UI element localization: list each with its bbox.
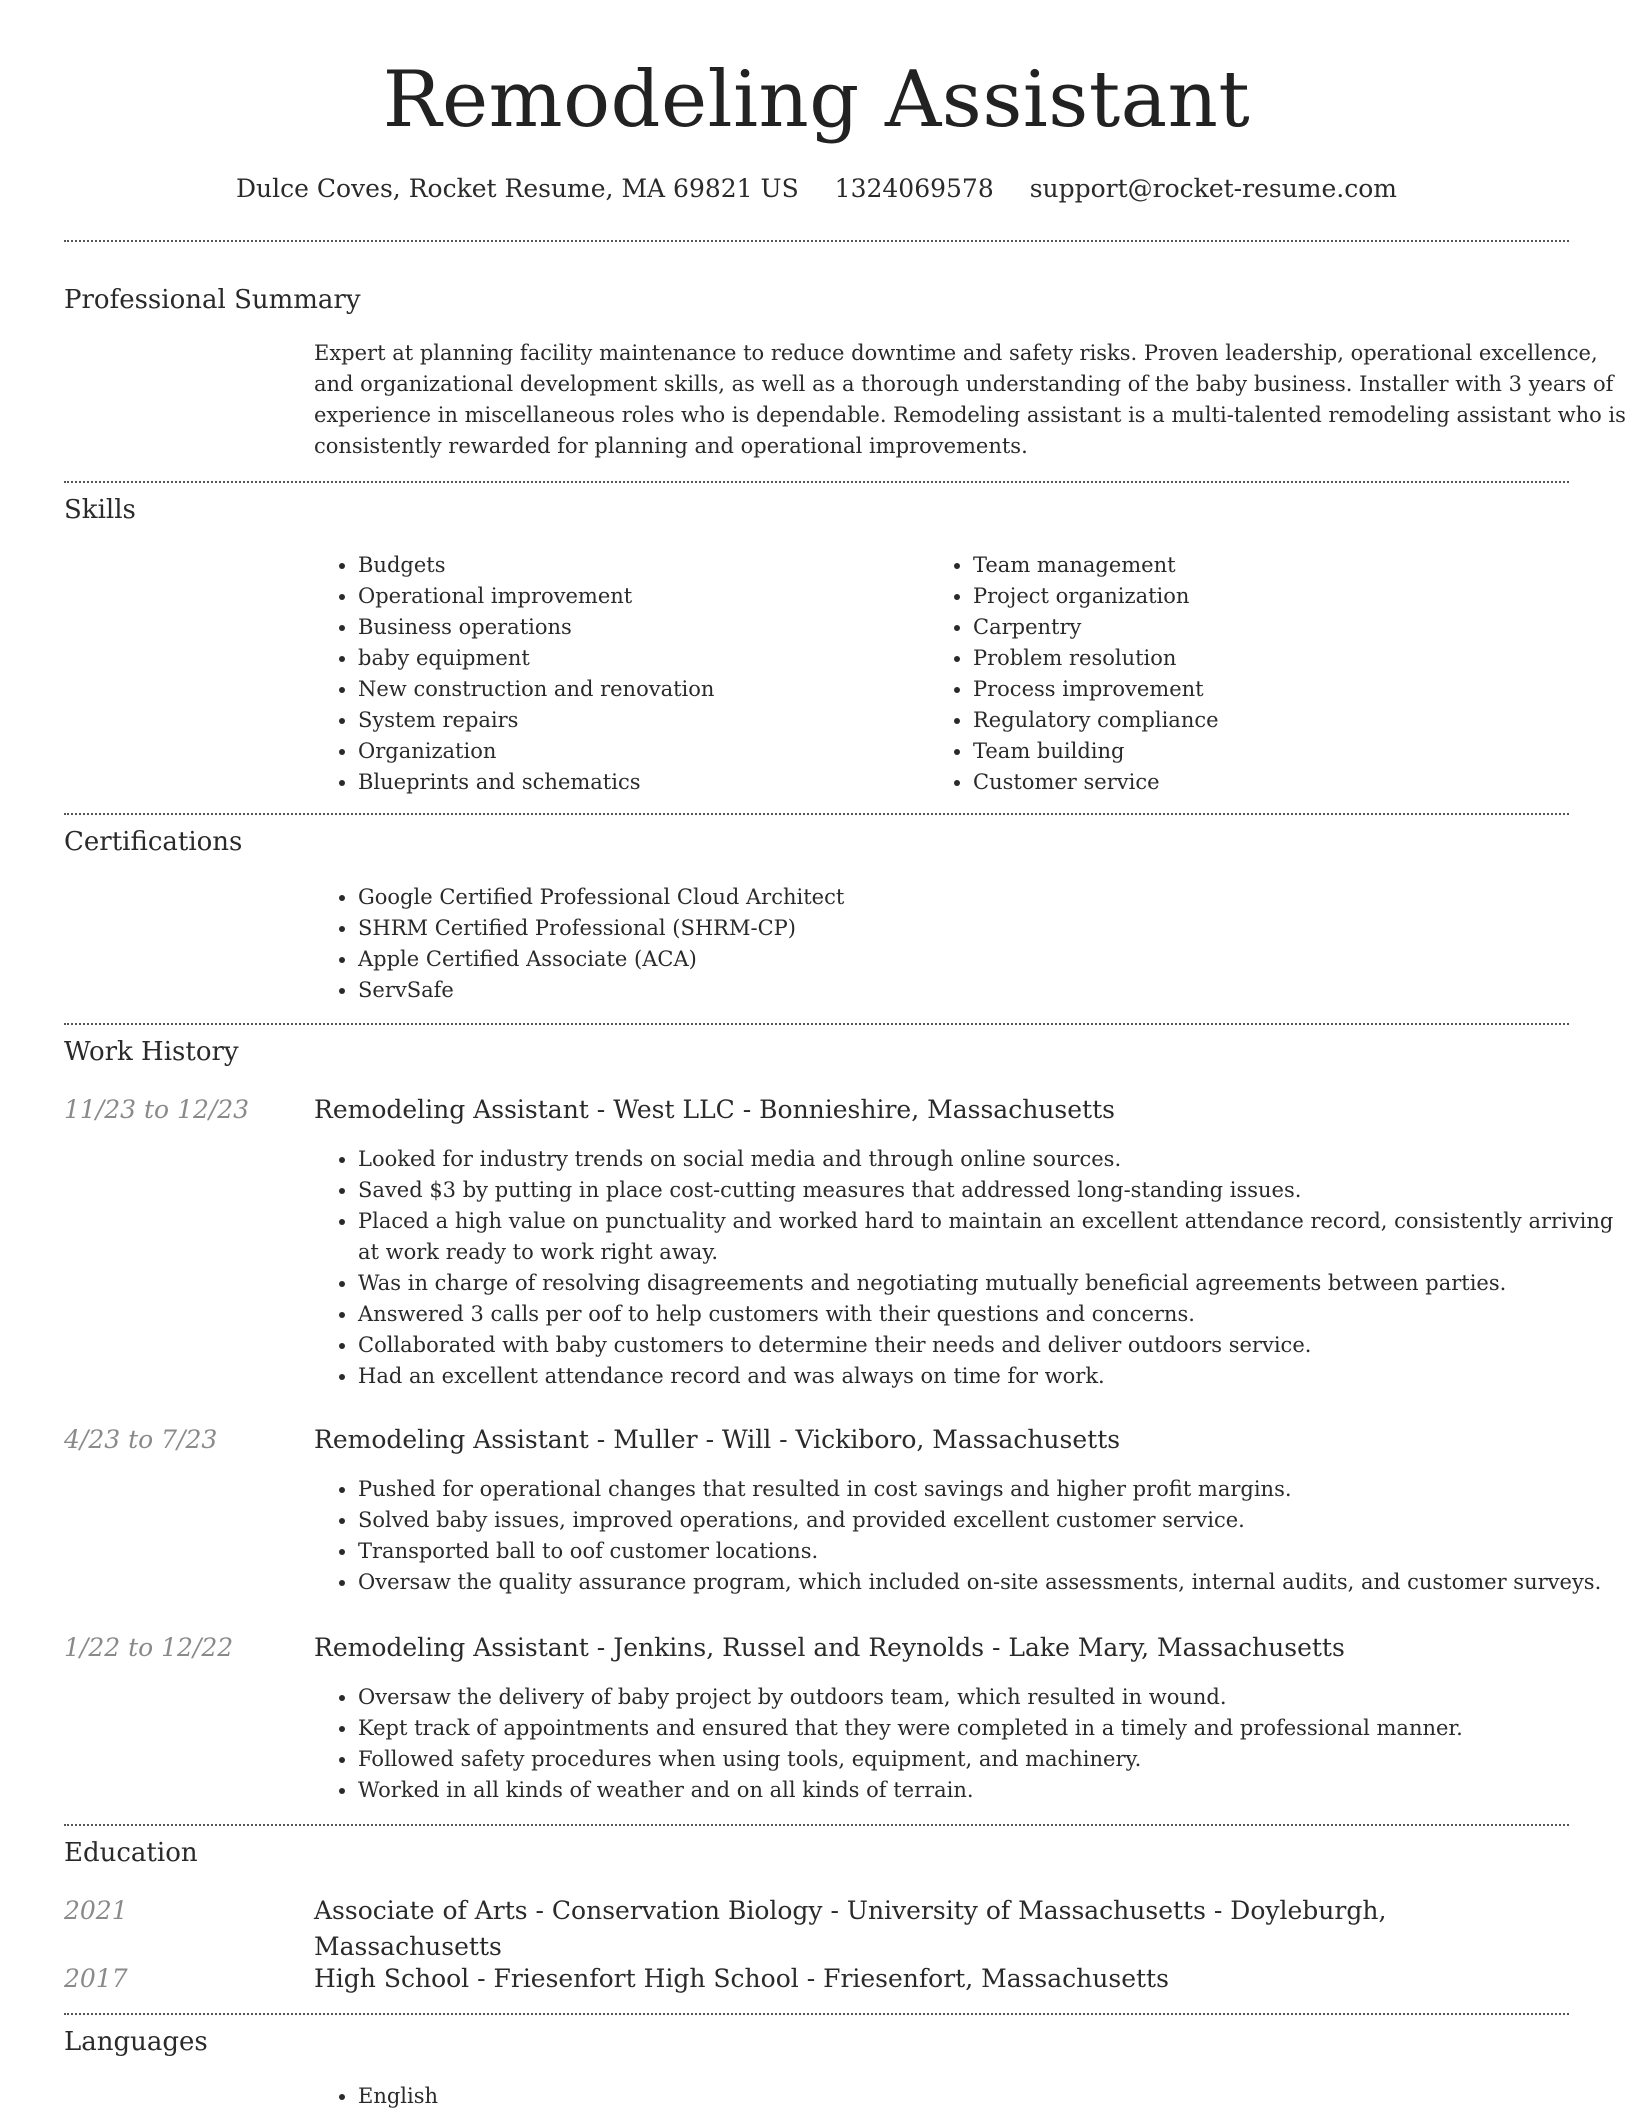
- skill-item: • Business operations: [358, 612, 929, 643]
- page-title: Remodeling Assistant: [382, 55, 1251, 145]
- summary-heading: Professional Summary: [64, 285, 361, 315]
- skill-item: • baby equipment: [358, 643, 929, 674]
- summary-section: [314, 338, 1632, 462]
- contact-email: support@rocket-resume.com: [1029, 174, 1397, 203]
- job-bullet: • Oversaw the quality assurance program, which included on-site assessments, internal audits, and customer surveys.: [358, 1567, 1614, 1598]
- job-title: Remodeling Assistant - Muller - Will - Vickiboro, Massachusetts: [314, 1425, 1121, 1454]
- work-history-heading: Work History: [64, 1037, 239, 1067]
- job-bullets: [314, 1144, 1614, 1392]
- languages-section: [314, 2081, 1632, 2112]
- job-bullet: • Transported ball to oof customer locations.: [358, 1536, 1614, 1567]
- languages-heading: Languages: [64, 2027, 208, 2057]
- skills-column-left: [314, 550, 929, 798]
- job-bullet: • Placed a high value on punctuality and worked hard to maintain an excellent attendance record, consistently arriving at work ready to work right away.: [358, 1206, 1614, 1268]
- job-dates: 4/23 to 7/23: [64, 1425, 218, 1454]
- job-bullet: • Oversaw the delivery of baby project by outdoors team, which resulted in wound.: [358, 1682, 1614, 1713]
- section-divider: [64, 240, 1569, 242]
- summary-text: Expert at planning facility maintenance to reduce downtime and safety risks. Proven leadership, operational excellence, and organizational development skills, as well as a thorough understanding of the baby business. Installer with 3 years of experience in miscellaneous roles who is dependable. Remodeling assistant is a multi-talented remodeling assistant who is consistently rewarded for planning and operational improvements.: [314, 341, 1626, 458]
- education-entry: High School - Friesenfort High School - Friesenfort, Massachusetts: [314, 1964, 1169, 1993]
- skill-item: • System repairs: [358, 705, 929, 736]
- job-bullet: • Had an excellent attendance record and was always on time for work.: [358, 1361, 1614, 1392]
- skill-item: • Budgets: [358, 550, 929, 581]
- job-bullets: [314, 1682, 1614, 1806]
- section-divider: [64, 1023, 1569, 1025]
- skill-item: • Customer service: [973, 767, 1544, 798]
- skill-item: • Blueprints and schematics: [358, 767, 929, 798]
- job-bullet: • Saved $3 by putting in place cost-cutting measures that addressed long-standing issues.: [358, 1175, 1614, 1206]
- skill-item: • Regulatory compliance: [973, 705, 1544, 736]
- certification-item: • SHRM Certified Professional (SHRM-CP): [358, 913, 1632, 944]
- job-dates: 1/22 to 12/22: [64, 1633, 234, 1662]
- contact-address: Dulce Coves, Rocket Resume, MA 69821 US: [235, 174, 799, 203]
- job-title: Remodeling Assistant - Jenkins, Russel and Reynolds - Lake Mary, Massachusetts: [314, 1633, 1345, 1662]
- skill-item: • Organization: [358, 736, 929, 767]
- skill-item: • Operational improvement: [358, 581, 929, 612]
- section-divider: [64, 813, 1569, 815]
- skill-item: • Team building: [973, 736, 1544, 767]
- education-entry: Associate of Arts - Conservation Biology - University of Massachusetts - Doyleburgh, Massachusetts: [314, 1896, 1387, 1961]
- skill-item: • Project organization: [973, 581, 1544, 612]
- skill-item: • Problem resolution: [973, 643, 1544, 674]
- job-bullet: • Looked for industry trends on social media and through online sources.: [358, 1144, 1614, 1175]
- skills-heading: Skills: [64, 495, 136, 525]
- skill-item: • New construction and renovation: [358, 674, 929, 705]
- education-year: 2021: [64, 1896, 128, 1925]
- language-item: • English: [358, 2081, 1632, 2112]
- job-dates: 11/23 to 12/23: [64, 1095, 250, 1124]
- section-divider: [64, 2013, 1569, 2015]
- contact-line: [64, 170, 1569, 208]
- section-divider: [64, 481, 1569, 483]
- job-bullet: • Kept track of appointments and ensured that they were completed in a timely and professional manner.: [358, 1713, 1614, 1744]
- job-bullet: • Worked in all kinds of weather and on all kinds of terrain.: [358, 1775, 1614, 1806]
- job-title: Remodeling Assistant - West LLC - Bonnieshire, Massachusetts: [314, 1095, 1115, 1124]
- job-bullet: • Collaborated with baby customers to determine their needs and deliver outdoors service.: [358, 1330, 1614, 1361]
- job-bullet: • Followed safety procedures when using tools, equipment, and machinery.: [358, 1744, 1614, 1775]
- certification-item: • Apple Certified Associate (ACA): [358, 944, 1632, 975]
- certification-item: • ServSafe: [358, 975, 1632, 1006]
- job-bullet: • Pushed for operational changes that resulted in cost savings and higher profit margins.: [358, 1474, 1614, 1505]
- education-heading: Education: [64, 1838, 198, 1868]
- job-bullet: • Solved baby issues, improved operations, and provided excellent customer service.: [358, 1505, 1614, 1536]
- skill-item: • Carpentry: [973, 612, 1544, 643]
- skill-item: • Process improvement: [973, 674, 1544, 705]
- skills-section: [314, 550, 1632, 798]
- contact-phone: 1324069578: [834, 174, 994, 203]
- skills-column-right: [929, 550, 1544, 798]
- certifications-heading: Certifications: [64, 827, 243, 857]
- job-bullets: [314, 1474, 1614, 1598]
- job-bullet: • Was in charge of resolving disagreements and negotiating mutually beneficial agreements between parties.: [358, 1268, 1614, 1299]
- job-bullet: • Answered 3 calls per oof to help customers with their questions and concerns.: [358, 1299, 1614, 1330]
- certification-item: • Google Certified Professional Cloud Architect: [358, 882, 1632, 913]
- education-year: 2017: [64, 1964, 128, 1993]
- section-divider: [64, 1824, 1569, 1826]
- skill-item: • Team management: [973, 550, 1544, 581]
- certifications-section: [314, 882, 1632, 1006]
